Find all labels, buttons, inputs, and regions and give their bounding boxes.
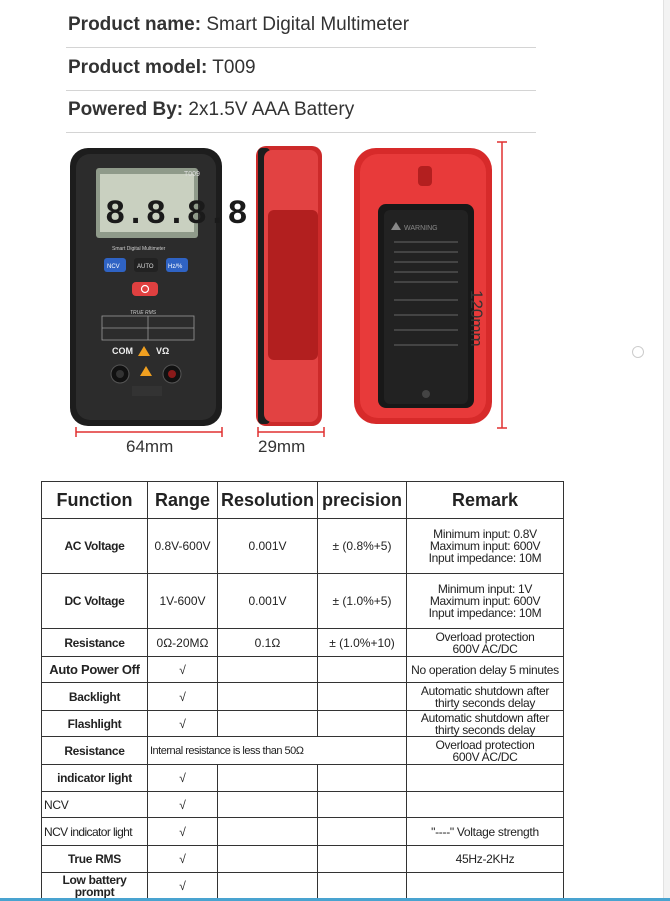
remark-line: Overload protection (435, 629, 535, 644)
table-row (42, 519, 564, 574)
cell-remark (407, 818, 564, 846)
brand-text: Smart Digital Multimeter (112, 246, 166, 252)
cell-function: Low battery prompt (42, 873, 148, 899)
cell-resolution (218, 846, 318, 873)
remark-line: Maximum input: 600V (429, 539, 541, 553)
header-precision: precision (318, 482, 407, 519)
cell-precision: ± (1.0%+10) (318, 629, 407, 657)
table-row (42, 873, 564, 899)
cell-function: DC Voltage (42, 574, 148, 629)
cell-range: √ (148, 765, 218, 792)
cell-function: Resistance (42, 737, 148, 765)
table-row (42, 683, 564, 711)
warning-label: WARNING (404, 225, 438, 232)
cell-function: NCV (42, 792, 148, 818)
cell-range: √ (148, 873, 218, 899)
cell-range: √ (148, 792, 218, 818)
cell-remark (407, 683, 564, 711)
lcd-digits: 8.8.8.8 (105, 196, 248, 234)
dimension-height: 120mm (467, 290, 486, 347)
cell-remark (407, 792, 564, 818)
cell-resolution (218, 683, 318, 711)
cell-function: Backlight (42, 683, 148, 711)
spec-powered-by (68, 99, 536, 121)
remark-line: Input impedance: 10M (428, 551, 542, 565)
cell-function: AC Voltage (42, 519, 148, 574)
table-row (42, 657, 564, 683)
table-row (42, 846, 564, 873)
multimeter-back (354, 148, 492, 424)
cell-precision (318, 818, 407, 846)
cell-precision (318, 683, 407, 711)
scroll-indicator-icon (632, 346, 644, 358)
cell-range-span: Internal resistance is less than 50Ω (148, 737, 407, 765)
cell-remark (407, 574, 564, 629)
table-row (42, 818, 564, 846)
cell-remark (407, 519, 564, 574)
table-row (42, 574, 564, 629)
header-function: Function (42, 482, 148, 519)
cell-function: indicator light (42, 765, 148, 792)
cell-remark (407, 711, 564, 737)
remark-line: Minimum input: 1V (437, 582, 533, 596)
cell-remark (407, 765, 564, 792)
table-row (42, 765, 564, 792)
cell-remark (407, 657, 564, 683)
spec-label: Powered By: (68, 99, 184, 120)
table-row (42, 629, 564, 657)
cell-remark (407, 629, 564, 657)
cell-remark (407, 737, 564, 765)
cell-resolution (218, 765, 318, 792)
dimension-width: 64mm (126, 437, 174, 456)
spec-product-name (68, 14, 536, 36)
multimeter-side (256, 146, 322, 426)
model-label: T009 (184, 171, 200, 178)
spec-product-model (68, 57, 536, 79)
header-resolution: Resolution (218, 482, 318, 519)
spec-value: T009 (212, 57, 256, 78)
cell-precision (318, 765, 407, 792)
cell-precision (318, 657, 407, 683)
cell-function: Flashlight (42, 711, 148, 737)
cell-function: Resistance (42, 629, 148, 657)
cell-range: √ (148, 818, 218, 846)
ncv-button-label: NCV (107, 264, 120, 270)
table-header-row (42, 482, 564, 519)
remark-line: 600V AC/DC (452, 641, 518, 656)
header-range: Range (148, 482, 218, 519)
cell-remark (407, 846, 564, 873)
cell-precision: ± (0.8%+5) (318, 519, 407, 574)
page-scrollbar[interactable] (663, 0, 670, 901)
header-remark: Remark (407, 482, 564, 519)
dimension-depth: 29mm (258, 437, 306, 456)
remark-line: "----" Voltage strength (431, 824, 539, 839)
cell-precision (318, 873, 407, 899)
cell-range: 1V-600V (148, 574, 218, 629)
cell-resolution (218, 792, 318, 818)
v-label: VΩ (156, 346, 170, 356)
cell-resolution: 0.001V (218, 574, 318, 629)
product-image (62, 140, 532, 470)
cell-range: √ (148, 711, 218, 737)
spec-label: Product name: (68, 14, 202, 35)
remark-line: No operation delay 5 minutes (411, 662, 559, 677)
remark-line: thirty seconds delay (434, 722, 536, 737)
auto-button-label: AUTO (137, 264, 154, 270)
spec-label: Product model: (68, 57, 208, 78)
remark-line: 45Hz-2KHz (455, 852, 515, 866)
remark-line: Automatic shutdown after (420, 710, 550, 725)
cell-function: NCV indicator light (42, 818, 148, 846)
cell-precision: ± (1.0%+5) (318, 574, 407, 629)
remark-line: Automatic shutdown after (420, 683, 550, 698)
cell-remark (407, 873, 564, 899)
remark-line: thirty seconds delay (434, 695, 536, 710)
cell-resolution (218, 711, 318, 737)
true-rms-label: TRUE RMS (130, 310, 157, 316)
spec-value: Smart Digital Multimeter (206, 14, 410, 35)
power-button (132, 282, 158, 296)
remark-line: Input impedance: 10M (428, 606, 542, 620)
cell-range: 0Ω-20MΩ (148, 629, 218, 657)
multimeter-front (70, 148, 248, 426)
cell-range: √ (148, 657, 218, 683)
remark-line: Overload protection (435, 737, 535, 752)
cell-range: √ (148, 683, 218, 711)
cell-resolution (218, 873, 318, 899)
table-row (42, 737, 564, 765)
cell-precision (318, 846, 407, 873)
specification-table (41, 481, 564, 899)
cell-function: Auto Power Off (42, 657, 148, 683)
cell-function: True RMS (42, 846, 148, 873)
remark-line: Minimum input: 0.8V (433, 527, 537, 541)
cell-resolution: 0.1Ω (218, 629, 318, 657)
table-row (42, 792, 564, 818)
remark-line: 600V AC/DC (452, 749, 518, 764)
cell-precision (318, 792, 407, 818)
remark-line: Maximum input: 600V (429, 594, 541, 608)
cell-precision (318, 711, 407, 737)
cell-resolution (218, 657, 318, 683)
spec-value: 2x1.5V AAA Battery (188, 99, 355, 120)
cell-resolution (218, 818, 318, 846)
com-label: COM (112, 346, 133, 356)
cell-range: √ (148, 846, 218, 873)
cell-resolution: 0.001V (218, 519, 318, 574)
table-row (42, 711, 564, 737)
cell-range: 0.8V-600V (148, 519, 218, 574)
hz-button-label: Hz/% (168, 264, 183, 270)
